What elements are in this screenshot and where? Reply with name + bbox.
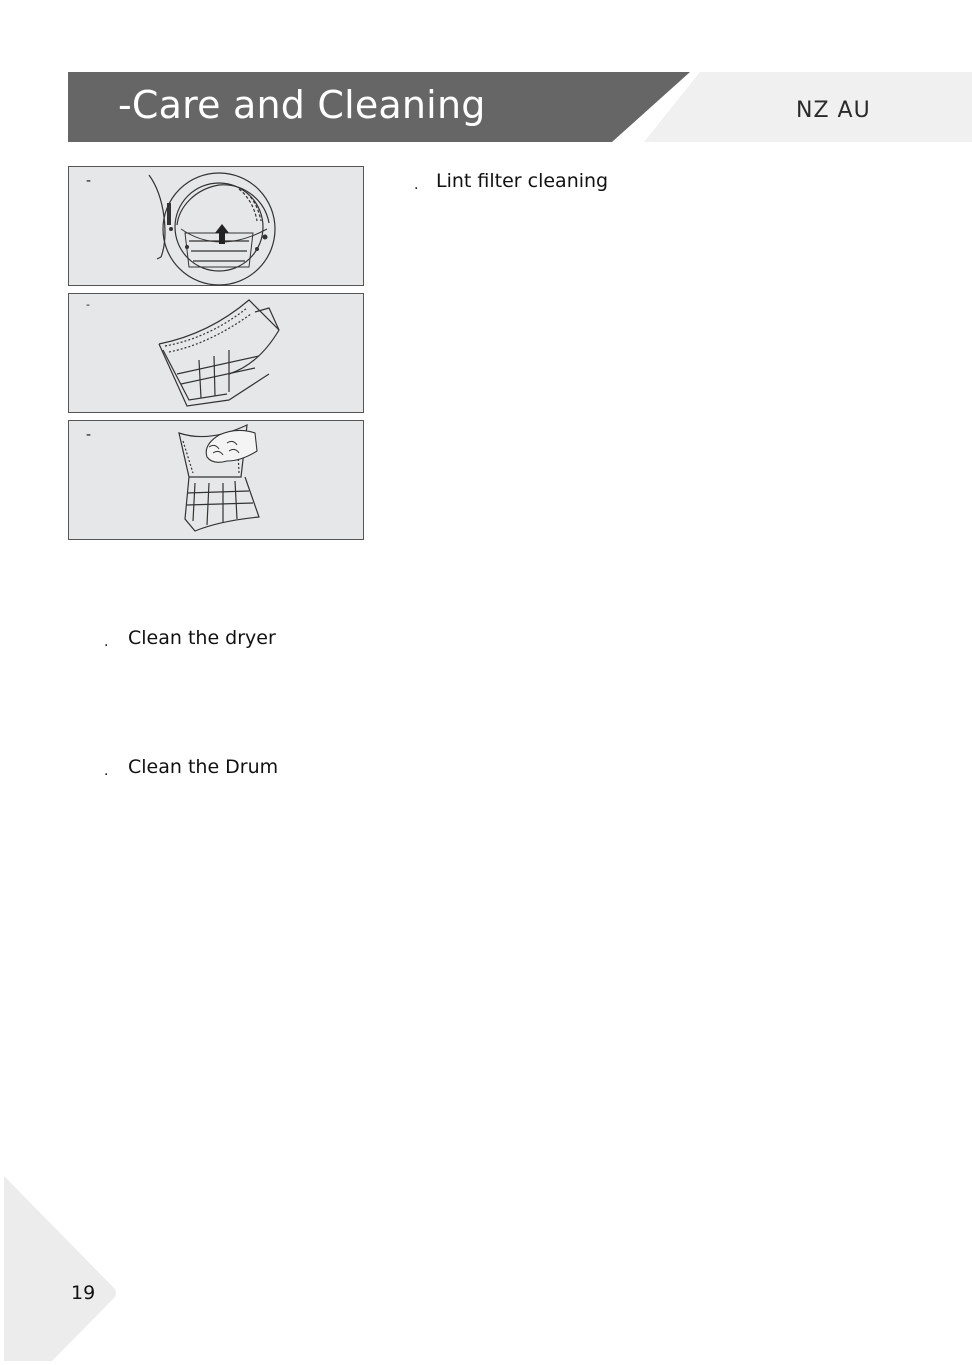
region-label: NZ AU	[796, 98, 871, 123]
page-title: -Care and Cleaning	[118, 83, 486, 127]
figure-step-label: -	[86, 173, 92, 189]
figure-step-label: -	[86, 427, 92, 443]
section-heading-clean-dryer: Clean the dryer	[128, 627, 276, 649]
section-heading-clean-drum: Clean the Drum	[128, 756, 279, 778]
page-number: 19	[71, 1282, 96, 1304]
lint-filter-wipe-illustration	[69, 421, 365, 541]
section-heading-lint-filter: Lint filter cleaning	[436, 170, 609, 192]
dryer-door-lint-filter-illustration	[69, 167, 365, 287]
figure-step-label: -	[86, 298, 90, 311]
figure-panel-2	[68, 293, 364, 413]
figure-panel-3	[68, 420, 364, 540]
lint-filter-open-illustration	[69, 294, 365, 414]
section-bullet: .	[104, 634, 109, 650]
section-bullet: .	[104, 763, 109, 779]
figure-panel-1	[68, 166, 364, 286]
page-corner-tab	[0, 1176, 120, 1361]
section-bullet: .	[414, 177, 419, 193]
